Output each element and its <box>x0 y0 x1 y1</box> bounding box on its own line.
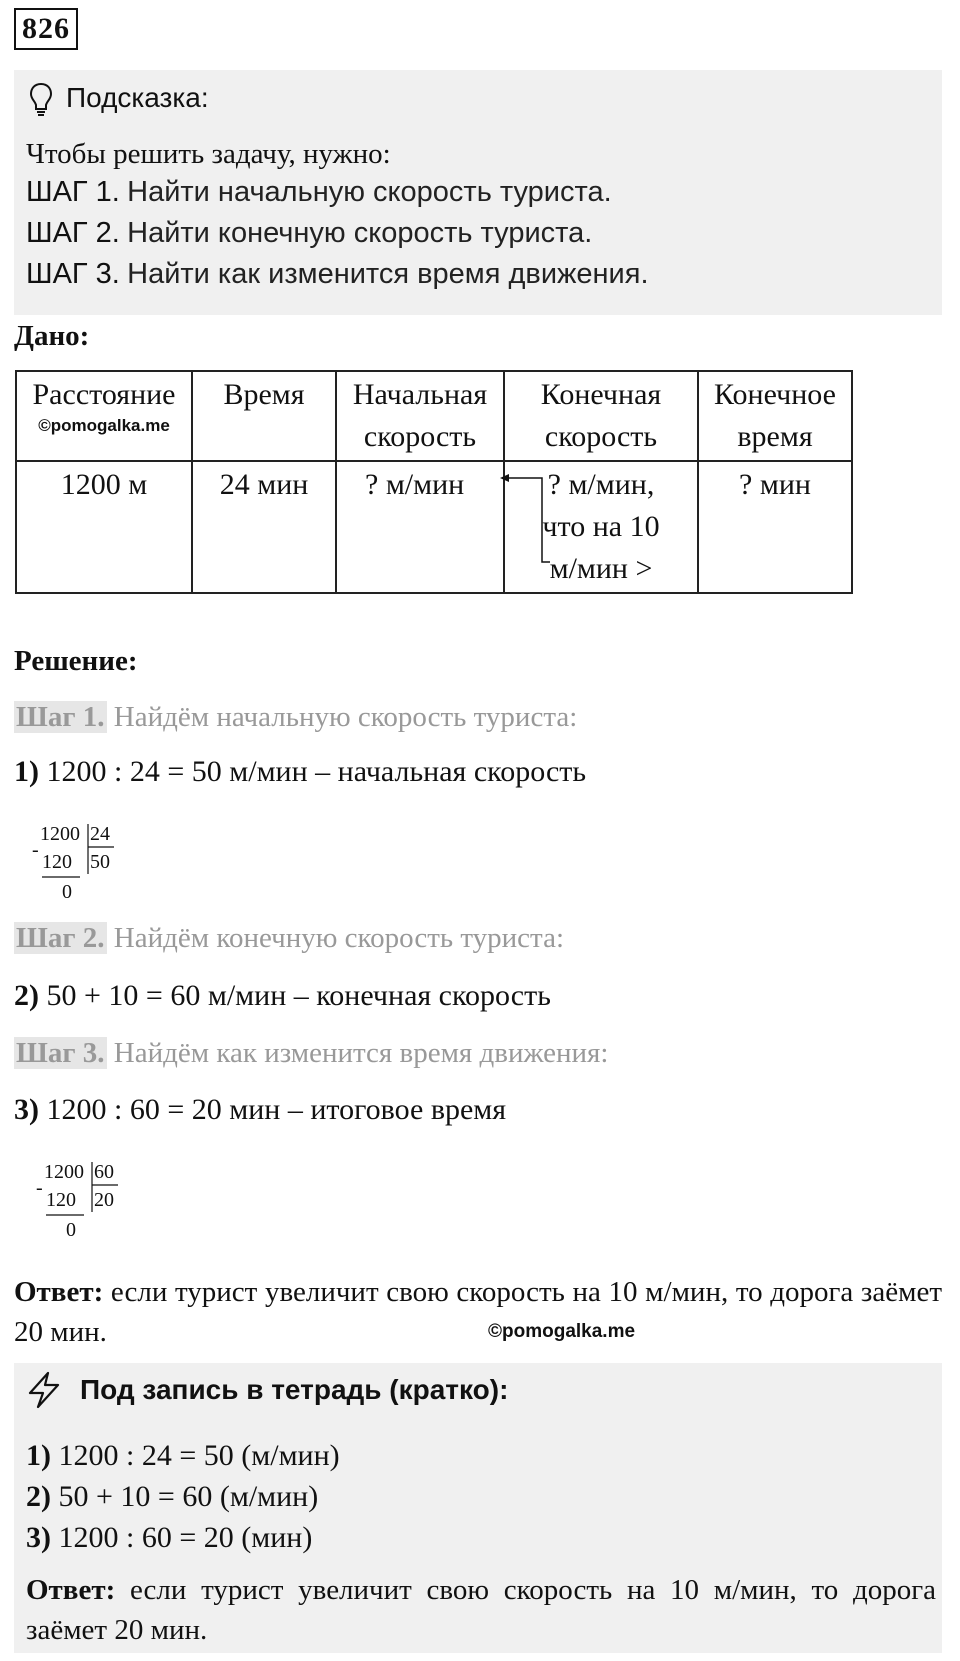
header-start-speed-line2: скорость <box>363 420 477 453</box>
hint-step-2-label: ШАГ 2. <box>26 217 120 249</box>
div1-quotient: 50 <box>90 851 110 873</box>
header-end-speed-line2: скорость <box>544 420 658 453</box>
notes-answer-text: если турист увеличит свою скорость на 10 м/мин, то дорога заёмет 20 мин. <box>26 1574 936 1646</box>
header-time-label: Время <box>223 378 305 411</box>
div2-minus: - <box>36 1177 43 1199</box>
header-end-speed <box>504 371 698 461</box>
hint-step-1-text: Найти начальную скорость туриста. <box>127 176 612 208</box>
step-2-tag: Шаг 2. <box>16 922 105 954</box>
value-distance: 1200 м <box>16 461 192 593</box>
hint-step-3-label: ШАГ 3. <box>26 258 120 290</box>
hint-step-2 <box>26 213 592 253</box>
equation-2-num: 2) <box>14 979 39 1012</box>
equation-1-text: 1200 : 24 = 50 м/мин – начальная скорость <box>46 755 587 788</box>
equation-2 <box>14 976 551 1016</box>
lightning-icon <box>24 1370 64 1410</box>
div1-sub: 120 <box>42 851 72 873</box>
notes-answer <box>26 1570 936 1650</box>
div2-quotient: 20 <box>94 1189 114 1211</box>
solution-label: Решение: <box>14 645 138 677</box>
value-time: 24 мин <box>192 461 336 593</box>
given-label: Дано: <box>14 320 90 352</box>
note-line-1-text: 1200 : 24 = 50 (м/мин) <box>58 1439 340 1472</box>
value-end-speed-line3: м/мин > <box>549 552 653 585</box>
div1-minus: - <box>32 839 39 861</box>
note-line-1 <box>26 1436 340 1476</box>
header-start-speed-line1: Начальная <box>352 378 488 411</box>
answer-text: если турист увеличит свою скорость на 10 м/мин, то дорога заёмет 20 мин. <box>14 1276 943 1348</box>
comparison-arrow-icon <box>498 464 554 570</box>
hint-step-1-label: ШАГ 1. <box>26 176 120 208</box>
div2-divisor: 60 <box>94 1161 114 1183</box>
table-header-row <box>16 371 852 461</box>
value-start-speed: ? м/мин <box>336 461 504 593</box>
div1-lines <box>40 822 120 892</box>
div2-dividend: 1200 <box>44 1161 84 1183</box>
header-end-speed-line1: Конечная <box>540 378 662 411</box>
hint-step-3-text: Найти как изменится время движения. <box>127 258 649 290</box>
watermark-small: ©pomogalka.me <box>38 416 170 435</box>
step-3-text: Найдём как изменится время движения: <box>113 1037 609 1069</box>
hint-step-1 <box>26 172 612 212</box>
div1-dividend: 1200 <box>40 823 80 845</box>
div1-remainder: 0 <box>62 881 72 903</box>
equation-1 <box>14 752 586 792</box>
lightbulb-icon <box>26 78 56 118</box>
value-end-speed-line2: что на 10 <box>542 510 660 543</box>
header-end-time-line1: Конечное <box>714 378 836 411</box>
note-line-2 <box>26 1477 318 1517</box>
equation-3-text: 1200 : 60 = 20 мин – итоговое время <box>46 1093 507 1126</box>
step-2-text: Найдём конечную скорость туриста: <box>113 922 565 954</box>
div2-sub: 120 <box>46 1189 76 1211</box>
hint-step-3 <box>26 254 649 294</box>
equation-1-num: 1) <box>14 755 39 788</box>
note-line-2-num: 2) <box>26 1480 51 1513</box>
div1-divisor: 24 <box>90 823 110 845</box>
table-row <box>16 461 852 593</box>
given-table <box>15 370 853 594</box>
header-start-speed <box>336 371 504 461</box>
header-end-time <box>698 371 852 461</box>
equation-3 <box>14 1090 506 1130</box>
header-end-time-line2: время <box>737 420 813 453</box>
notes-answer-label: Ответ: <box>26 1574 116 1606</box>
note-line-1-num: 1) <box>26 1439 51 1472</box>
value-end-speed-line1: ? м/мин, <box>547 468 655 501</box>
hint-intro: Чтобы решить задачу, нужно: <box>26 138 391 170</box>
step-1-text: Найдём начальную скорость туриста: <box>113 701 578 733</box>
note-line-2-text: 50 + 10 = 60 (м/мин) <box>58 1480 319 1513</box>
header-distance-label: Расстояние <box>32 378 176 411</box>
header-time <box>192 371 336 461</box>
solution-step-2 <box>14 918 564 958</box>
note-line-3-text: 1200 : 60 = 20 (мин) <box>58 1521 313 1554</box>
solution-step-3 <box>14 1033 608 1073</box>
watermark: ©pomogalka.me <box>488 1321 636 1342</box>
solution-step-1 <box>14 697 577 737</box>
equation-3-num: 3) <box>14 1093 39 1126</box>
note-line-3-num: 3) <box>26 1521 51 1554</box>
header-distance <box>16 371 192 461</box>
notes-title: Под запись в тетрадь (кратко): <box>80 1374 509 1405</box>
hint-title: Подсказка: <box>66 82 209 113</box>
answer-block <box>14 1272 942 1352</box>
value-end-time: ? мин <box>698 461 852 593</box>
div2-remainder: 0 <box>66 1219 76 1241</box>
equation-2-text: 50 + 10 = 60 м/мин – конечная скорость <box>46 979 551 1012</box>
hint-step-2-text: Найти конечную скорость туриста. <box>127 217 593 249</box>
task-number: 826 <box>14 8 78 50</box>
step-3-tag: Шаг 3. <box>16 1037 105 1069</box>
div2-lines <box>44 1160 124 1230</box>
step-1-tag: Шаг 1. <box>16 701 105 733</box>
answer-label: Ответ: <box>14 1276 104 1308</box>
note-line-3 <box>26 1518 312 1558</box>
